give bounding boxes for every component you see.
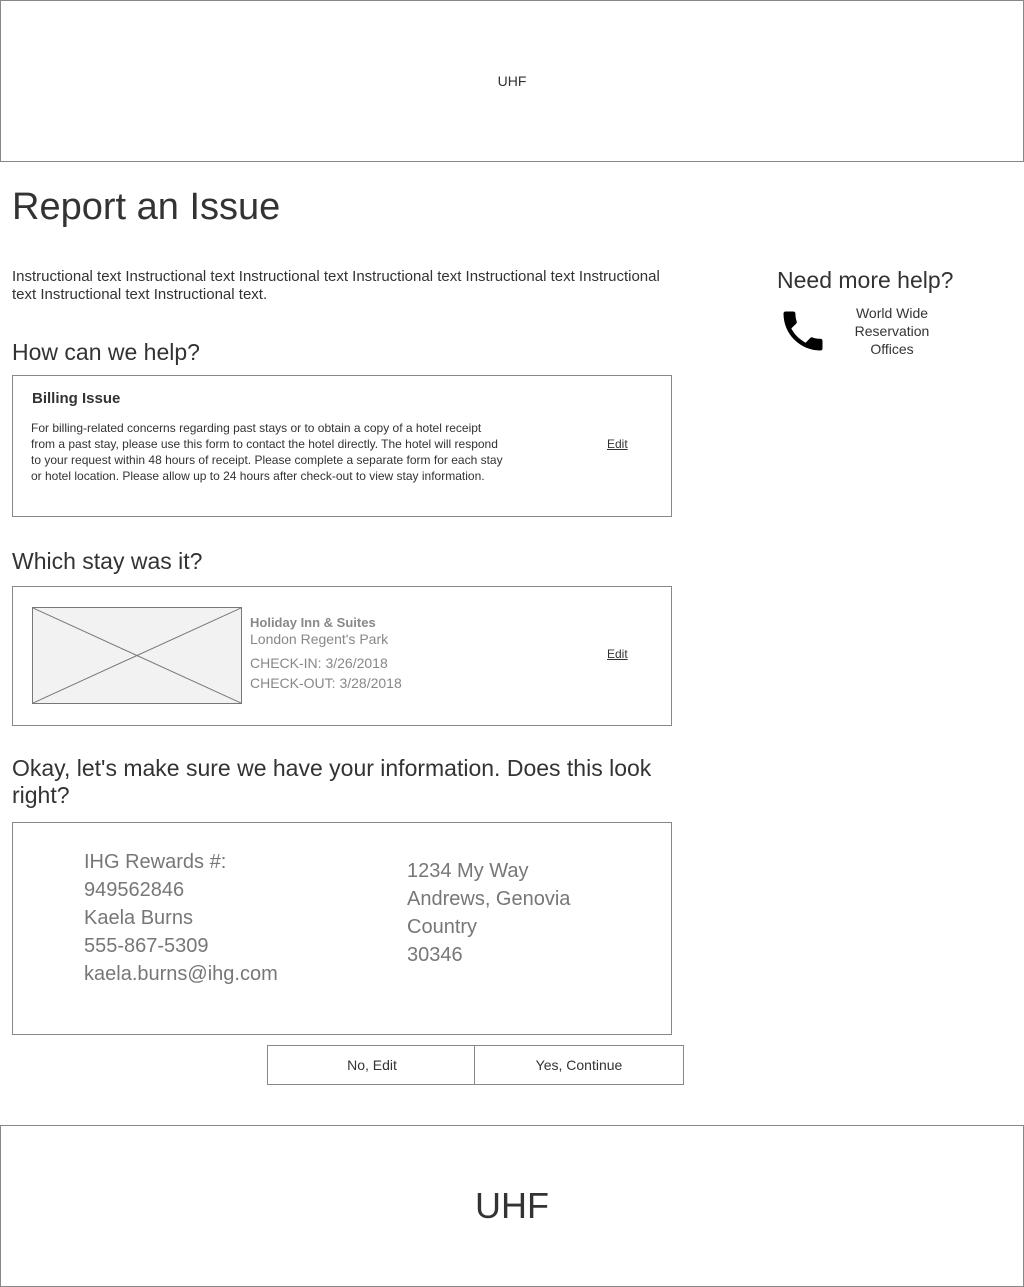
stay-card xyxy=(12,586,672,726)
world-wide-reservation-offices-link[interactable]: World Wide Reservation Offices xyxy=(854,305,930,357)
how-can-we-help-heading: How can we help? xyxy=(12,339,200,365)
stay-edit-link[interactable]: Edit xyxy=(607,647,628,661)
header-uhf xyxy=(0,0,1024,162)
address-line-2: Andrews, Genovia xyxy=(407,888,571,910)
address-info xyxy=(407,857,570,969)
address-country: Country xyxy=(407,916,478,938)
rewards-number: 949562846 xyxy=(84,879,185,901)
member-name: Kaela Burns xyxy=(84,907,193,929)
address-line-1: 1234 My Way xyxy=(407,860,529,882)
rewards-label: IHG Rewards #: xyxy=(84,851,227,873)
check-out-date: CHECK-OUT: 3/28/2018 xyxy=(250,675,402,691)
need-more-help-heading: Need more help? xyxy=(777,267,954,293)
instructional-text: Instructional text Instructional text Instructional text Instructional text Instructional text Instructional text Instructional text Instructional text. xyxy=(12,268,660,303)
user-info-card xyxy=(12,822,672,1035)
phone-icon[interactable] xyxy=(777,305,829,357)
billing-issue-card xyxy=(12,375,672,517)
no-edit-button[interactable]: No, Edit xyxy=(267,1045,477,1085)
image-placeholder-icon xyxy=(32,607,242,704)
billing-edit-link[interactable]: Edit xyxy=(607,437,628,451)
billing-issue-description: For billing-related concerns regarding past stays or to obtain a copy of a hotel receipt from a past stay, please use this form to contact the hotel directly. The hotel will respond to your request within 48 hours of receipt. Please complete a separate form for each stay or hotel location. Please allow up to 24 hours after check-out to view stay information. xyxy=(31,421,503,483)
footer-label: UHF xyxy=(475,1185,549,1226)
yes-continue-button[interactable]: Yes, Continue xyxy=(474,1045,684,1085)
header-label: UHF xyxy=(497,73,527,89)
member-info xyxy=(84,848,278,988)
billing-issue-title: Billing Issue xyxy=(32,390,121,407)
member-phone: 555-867-5309 xyxy=(84,935,209,957)
check-in-date: CHECK-IN: 3/26/2018 xyxy=(250,655,388,671)
footer-uhf xyxy=(0,1125,1024,1287)
which-stay-heading: Which stay was it? xyxy=(12,548,203,574)
address-postal: 30346 xyxy=(407,944,463,966)
confirm-info-heading: Okay, let's make sure we have your information. Does this look right? xyxy=(12,755,652,808)
page-title: Report an Issue xyxy=(12,186,281,228)
hotel-location: London Regent's Park xyxy=(250,631,389,647)
hotel-name: Holiday Inn & Suites xyxy=(250,615,376,630)
member-email: kaela.burns@ihg.com xyxy=(84,963,278,985)
